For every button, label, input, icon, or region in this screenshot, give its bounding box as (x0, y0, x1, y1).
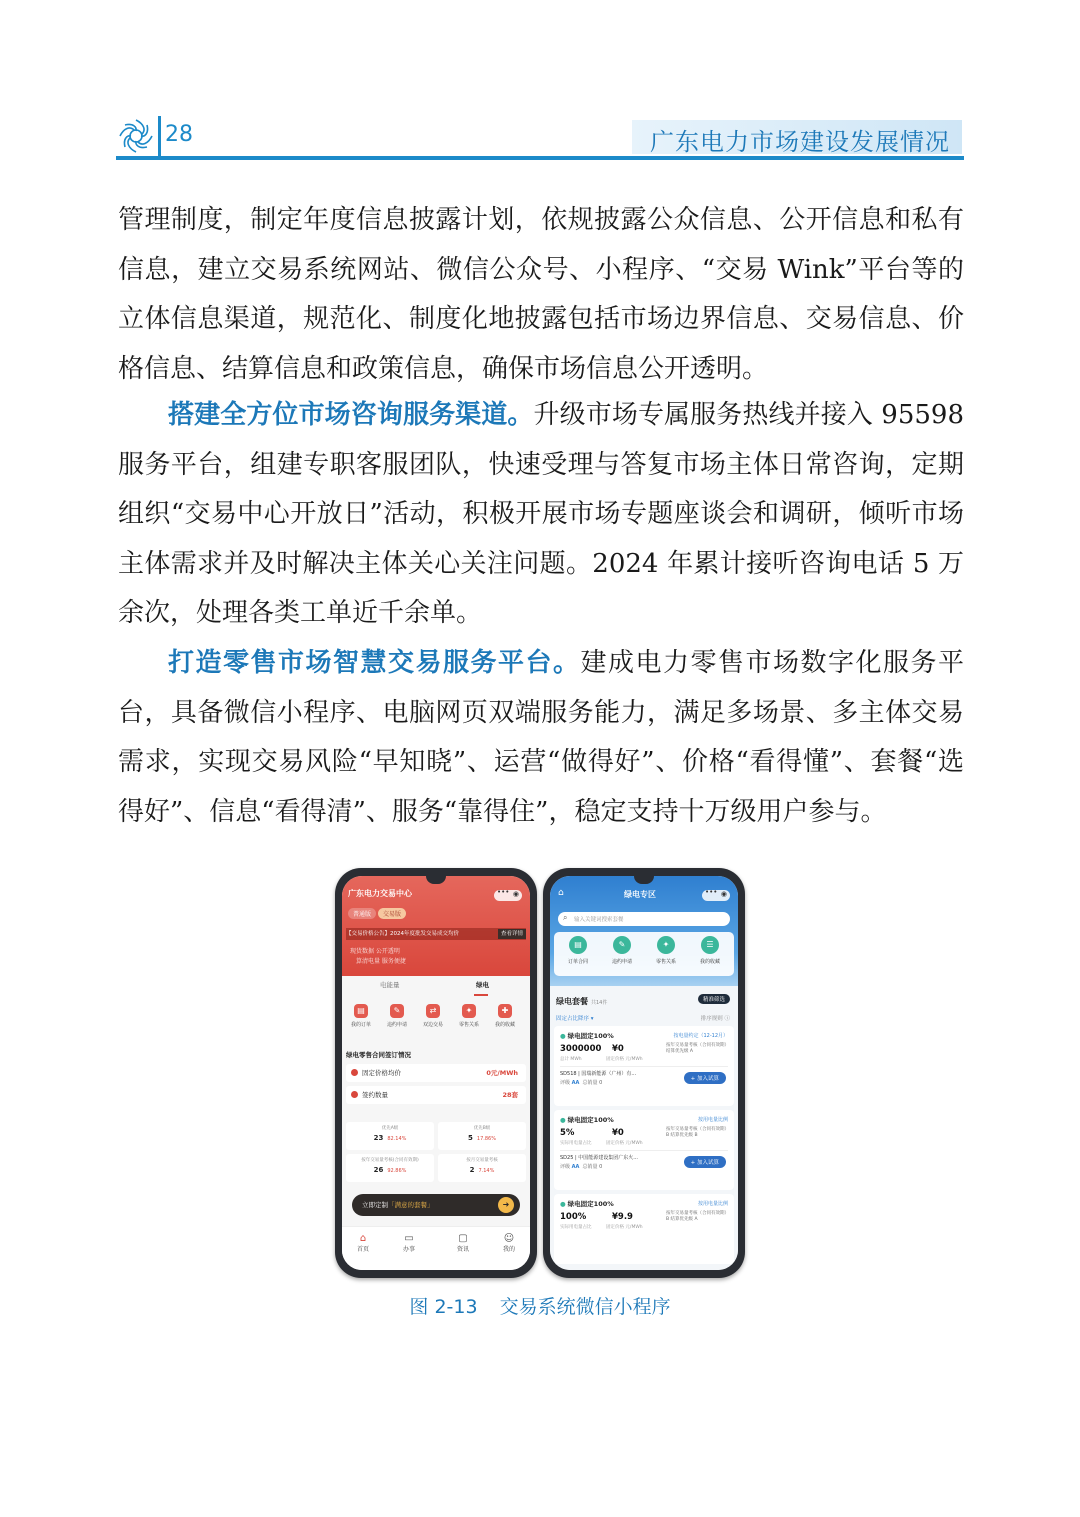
paragraph-body (118, 391, 964, 639)
shortcut-favorites: ☰ 我的收藏 (690, 936, 730, 965)
segment-indicator (474, 994, 488, 996)
header-rule (116, 156, 964, 160)
stat-cell: 按年交易量考核(合同有效期) 26 92.86% (346, 1154, 434, 1182)
paragraph-heading: 搭建全方位市场咨询服务渠道。 (168, 400, 534, 430)
paragraph-consulting (118, 391, 964, 639)
bullet-icon (351, 1069, 358, 1076)
relation-icon: ✦ (657, 936, 675, 954)
miniprogram-capsule-icon (494, 890, 522, 901)
nav-profile: ☺ 我的 (494, 1233, 524, 1253)
arrow-right-icon: ➜ (498, 1197, 514, 1213)
app-brand: 绿电专区 (624, 890, 656, 899)
phone-screen-green-zone (550, 876, 738, 1270)
bookmark-icon: ✚ (498, 1004, 512, 1018)
exchange-icon: ⇄ (426, 1004, 440, 1018)
caption-text: 交易系统微信小程序 (499, 1296, 671, 1318)
nav-services: ▭ 办事 (394, 1233, 424, 1253)
paragraph-disclosure (118, 196, 964, 394)
bottom-nav (342, 1226, 530, 1270)
stat-cell: 按月交易量考核 2 7.14% (438, 1154, 526, 1182)
list-title: 绿电套餐 共14件 (556, 997, 608, 1006)
package-card: ● 绿电固定100% 按用电量比例 100% ¥9.9 实际用电量占比 固定价格 元/MWh 按年交易量考核（合同有效期）B 结算优先级 A (554, 1194, 734, 1264)
segment-green: 绿电 (476, 981, 489, 989)
segment-energy: 电能量 (380, 981, 400, 989)
page-header (0, 0, 1080, 170)
order-icon: ▤ (354, 1004, 368, 1018)
shortcut-breach: ✎ 违约申请 (386, 1006, 407, 1028)
package-card: ● 绿电固定100% 按用电量比例 5% ¥0 实际用电量占比 固定价格 元/MWh 按年交易量考核（合同有效期）B 结算优先级 B SD25 | 中国能源建设集团广东火... 评级 AA 总销量 0 + 加入试算 (554, 1110, 734, 1190)
caret-down-icon: ▾ (590, 1016, 594, 1022)
nav-news: ▢ 资讯 (448, 1233, 478, 1253)
spiral-emblem-icon (116, 116, 156, 156)
user-icon: ☺ (503, 1233, 515, 1244)
document-icon: ✎ (613, 936, 631, 954)
relation-icon: ✦ (462, 1004, 476, 1018)
header-divider (158, 116, 161, 160)
nav-home: ⌂ 首页 (348, 1233, 378, 1253)
shortcut-retail: ✦ 零售关系 (646, 936, 686, 965)
shortcut-retail: ✦ 零售关系 (458, 1006, 479, 1028)
tab-normal: 普通版 (348, 908, 376, 919)
sort-dropdown: 固定占比降序 ▾ (556, 1016, 594, 1022)
app-brand: 广东电力交易中心 (348, 889, 412, 898)
hero-slogan: 算清电量 服务便捷 (356, 958, 406, 965)
page-number: 28 (165, 122, 193, 147)
hero-slogan: 现货数据 公开透明 (350, 948, 400, 955)
contract-icon: ▤ (569, 936, 587, 954)
stat-row-price: 固定价格均价 0元/MWh (346, 1064, 526, 1082)
stat-grid (346, 1122, 526, 1182)
shortcut-bilateral: ⇄ 双边交易 (422, 1006, 443, 1028)
add-trial-button: + 加入试算 (684, 1072, 726, 1084)
stat-cell: 优先B级 5 17.86% (438, 1122, 526, 1150)
shortcut-favorites: ✚ 我的收藏 (494, 1006, 515, 1028)
bullet-icon (351, 1091, 358, 1098)
shortcut-breach: ✎ 违约申请 (602, 936, 642, 965)
search-placeholder: 输入关键词搜索套餐 (574, 917, 624, 923)
document-title: 广东电力市场建设发展情况 (650, 128, 950, 156)
shortcut-orders: ▤ 我的订单 (350, 1006, 371, 1028)
filter-button: 精准筛选 (698, 994, 730, 1004)
figure-phones (335, 868, 745, 1280)
home-icon: ⌂ (359, 1233, 367, 1244)
phone-right (543, 868, 745, 1278)
document-icon: ✎ (390, 1004, 404, 1018)
package-card: ● 绿电固定100% 按电量约定（12-12月） 3000000 ¥0 总计 MWh 固定价格 元/MWh 按年交易量考核（合同有效期）结算优先级 A SD518 | 国瑞新能源（广州）有... 评级 AA 总销量 0 + 加入试算 (554, 1026, 734, 1106)
caption-number: 图 2-13 (409, 1296, 478, 1318)
sort-rule-link: 排序规则 ⓘ (700, 1016, 730, 1022)
search-icon: ⌕ (563, 913, 568, 922)
paragraph-body (118, 639, 964, 837)
miniprogram-capsule-icon (702, 890, 730, 901)
shortcut-row (554, 932, 734, 976)
phone-screen-trading-center (342, 876, 530, 1270)
section-title: 绿电零售合同签订情况 (346, 1051, 411, 1059)
paragraph-text: 建成电力零售市场数字化服务平台，具备微信小程序、电脑网页双端服务能力，满足多场景、多主体交易需求，实现交易风险“早知晓”、运营“做得好”、价格“看得懂”、套餐“选得好”、信息“看得清”、服务“靠得住”，稳定支持十万级用户参与。 (118, 648, 964, 827)
figure-caption (0, 1292, 1080, 1319)
notice-detail-button: 查看详情 (498, 929, 526, 939)
paragraph-heading: 打造零售市场智慧交易服务平台。 (168, 648, 581, 678)
shortcut-contracts: ▤ 订单合同 (558, 936, 598, 965)
notice-text: 【交易价格公告】2024年度批发交易成交均价 (346, 931, 459, 937)
info-icon: ⓘ (724, 1016, 730, 1022)
search-bar (558, 912, 730, 926)
phone-left (335, 868, 537, 1278)
stat-cell: 优先A级 23 82.14% (346, 1122, 434, 1150)
segment-control (342, 978, 530, 994)
home-icon: ⌂ (558, 888, 564, 898)
paragraph-text: 管理制度，制定年度信息披露计划，依规披露公众信息、公开信息和私有信息，建立交易系统网站、微信公众号、小程序、“交易 Wink”平台等的立体信息渠道，规范化、制度化地披露包括市场边界信息、交易信息、价格信息、结算信息和政策信息，确保市场信息公开透明。 (118, 205, 964, 384)
tab-trading: 交易版 (378, 908, 406, 919)
notice-bar (346, 928, 526, 940)
shortcut-row (342, 1004, 530, 1038)
version-tabs (348, 908, 408, 919)
stat-row-signed: 签约数量 28套 (346, 1086, 526, 1104)
add-trial-button: + 加入试算 (684, 1156, 726, 1168)
customize-banner: 立即定制「满意的套餐」 ➜ (352, 1194, 520, 1216)
bookmark-icon: ☰ (701, 936, 719, 954)
monitor-icon: ▭ (404, 1233, 414, 1244)
paragraph-text: 升级市场专属服务热线并接入 95598 服务平台，组建专职客服团队，快速受理与答复市场主体日常咨询，定期组织“交易中心开放日”活动，积极开展市场专题座谈会和调研，倾听市场主体需求并及时解决主体关心关注问题。2024 年累计接听咨询电话 5 万余次，处理各类工单近千余单。 (118, 400, 964, 628)
message-icon: ▢ (458, 1233, 468, 1244)
paragraph-retail-platform (118, 639, 964, 837)
